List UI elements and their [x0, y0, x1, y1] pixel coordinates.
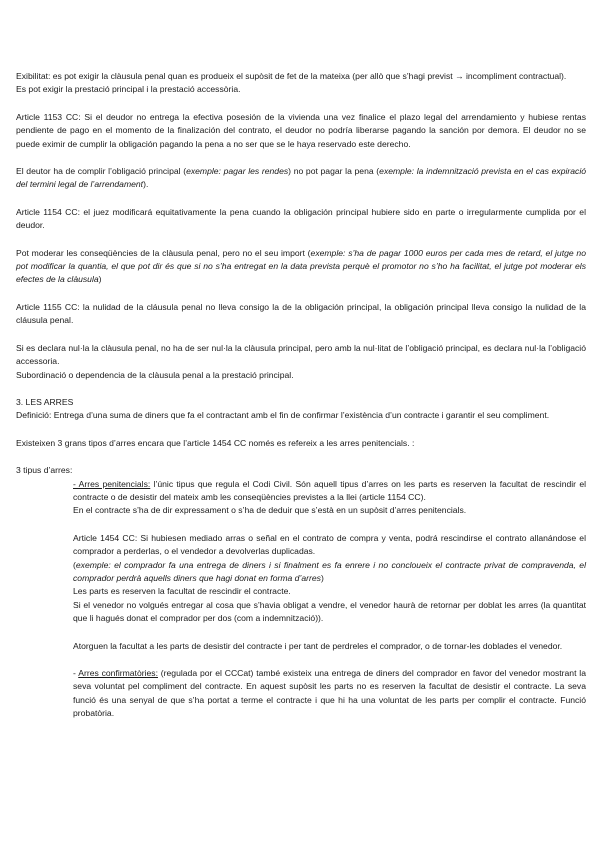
confirmatories-label: Arres confirmatòries: — [78, 668, 158, 678]
paragraph-article-1153: Article 1153 CC: Si el deudor no entrega la efectiva posesión de la vivienda una vez finalice el plazo legal del arrendamiento y hubiese rentas pendiente de pago en el momento de la finalización del contrato, el deudor no podría liberarse pagando la sanción por demora. El deudor no se puede eximir de cumplir la obligación pagando la pena a no ser que se le haya reservado este derecho. — [16, 111, 586, 149]
paragraph-article-1155: Article 1155 CC: la nulidad de la cláusula penal no lleva consigo la de la obligación principal, la obligación principal lleva consigo la nulidad de la cláusula penal. — [16, 301, 586, 326]
paragraph-exigibilitat — [16, 70, 586, 97]
types-heading: 3 tipus d’arres: — [16, 465, 73, 476]
text-run: ) no pot pagar la pena ( — [288, 166, 380, 177]
section-arres — [16, 396, 586, 423]
text-run: El deutor ha de complir l’obligació principal ( — [16, 166, 187, 177]
text-run: ) — [320, 572, 324, 583]
section-title: 3. LES ARRES — [16, 396, 74, 407]
article-1454-text: Article 1454 CC: Si hubiesen mediado arras o señal en el contrato de compra y venta, podrá rescindirse el contrato allanándose el comprador a perderlas, o el vendedor a devolverlas duplicadas. — [73, 532, 586, 557]
paragraph-nul-litat — [16, 342, 586, 382]
penitencials-text: l’únic tipus que regula el Codi Civil. Són aquell tipus d’arres on les parts es reserven la facultat de rescindir el contracte o de desistir del mateix amb les conseqüències previstes a la llei (article 1154 CC). — [73, 478, 587, 502]
text-run: Pot moderar les conseqüències de la clàusula penal, pero no el seu import ( — [16, 247, 311, 258]
subordinacio-text: Subordinació o dependencia de la clàusula penal a la prestació principal. — [16, 369, 294, 380]
penitencials-label: - Arres penitencials: — [73, 478, 151, 489]
text-run: - — [73, 668, 79, 678]
example-comprador: exemple: el comprador fa una entrega de diners i si finalment es fa enrere i no concloueix el contracte privat de compravenda, el comprador perdrà aquells diners que hagi donat en forma d’arres — [73, 559, 586, 583]
penitencials-note: En el contracte s’ha de dir expressament o s’ha de deduir que s’està en un supòsit d’arres penitencials. — [73, 505, 467, 516]
confirmatories-text: (regulada por el CCCat) també existeix una entrega de diners del comprador en favor del venedor mostrant la seva voluntat pel compliment del contracte. En aquest supòsit les parts no es reserven la facultat de desistir el contracte. La seva funció és una senyal de que s’ha portat a terme el contracte i que hi ha una voluntat de les parts per complir el contracte. Funció probatòria. — [73, 668, 586, 719]
paragraph-article-1154: Article 1154 CC: el juez modificará equitativamente la pena cuando la obligación principal hubiere sido en parte o irregularmente cumplida por el deudor. — [16, 206, 586, 231]
nullitat-text: Si es declara nul·la la clàusula penal, no ha de ser nul·la la clàusula principal, pero amb la nul·litat de l’obligació principal, es declara nul·la l’obligació accessoria. — [16, 342, 586, 367]
text-run: ). — [143, 179, 149, 190]
paragraph-tipos-arres: Existeixen 3 grans tipos d’arres encara que l’article 1454 CC només es refereix a les arres penitencials. : — [16, 437, 415, 448]
document-page — [16, 70, 586, 735]
exigibilitat-note: Es pot exigir la prestació principal i la prestació accessòria. — [16, 84, 241, 95]
paragraph-penitencials — [73, 478, 586, 518]
example-moderar: exemple: s’ha de pagar 1000 euros per cada mes de retard, el jutge no pot modificar la quantia, el que pot dir és que si no s’ha entregat en la data prevista perquè el promotor no s’ho ha facilitat, el jutge pot moderar els efectes de la clàusula — [16, 247, 586, 285]
paragraph-confirmatories — [73, 667, 586, 721]
paragraph-moderar — [16, 247, 586, 287]
venedor-text: Si el venedor no volgués entregar al cosa que s’havia obligat a vendre, el venedor haurà de retornar per doblat les arres (la quantitat que li hagués donat el comprador per dos (com a indemnització)). — [73, 599, 586, 624]
paragraph-obligacio-principal — [16, 165, 586, 192]
exigibilitat-text: Exibilitat: es pot exigir la clàusula penal quan es produeix el supòsit de fet de la mateixa (per allò que s’hagi previst → incompliment contractual). — [16, 71, 567, 81]
definicio-text: Definició: Entrega d’una suma de diners que fa el contractant amb el fin de confirmar l’existència d’un contracte i garantir el seu compliment. — [16, 410, 550, 421]
paragraph-article-1454 — [73, 532, 586, 626]
example-indemnitzacio: exemple: la indemnització prevista en el cas expiració del termini legal de l’arrendament — [16, 166, 587, 190]
types-block — [73, 478, 586, 721]
paragraph-atorguen: Atorguen la facultat a les parts de desistir del contracte i per tant de perdreles el comprador, o de tornar-les doblades el venedor. — [73, 640, 563, 651]
example-pagar-rendes: exemple: pagar les rendes — [186, 166, 289, 177]
text-run: ( — [73, 559, 76, 570]
text-run: ) — [98, 274, 102, 285]
rescindir-text: Les parts es reserven la facultat de rescindir el contracte. — [73, 586, 291, 597]
